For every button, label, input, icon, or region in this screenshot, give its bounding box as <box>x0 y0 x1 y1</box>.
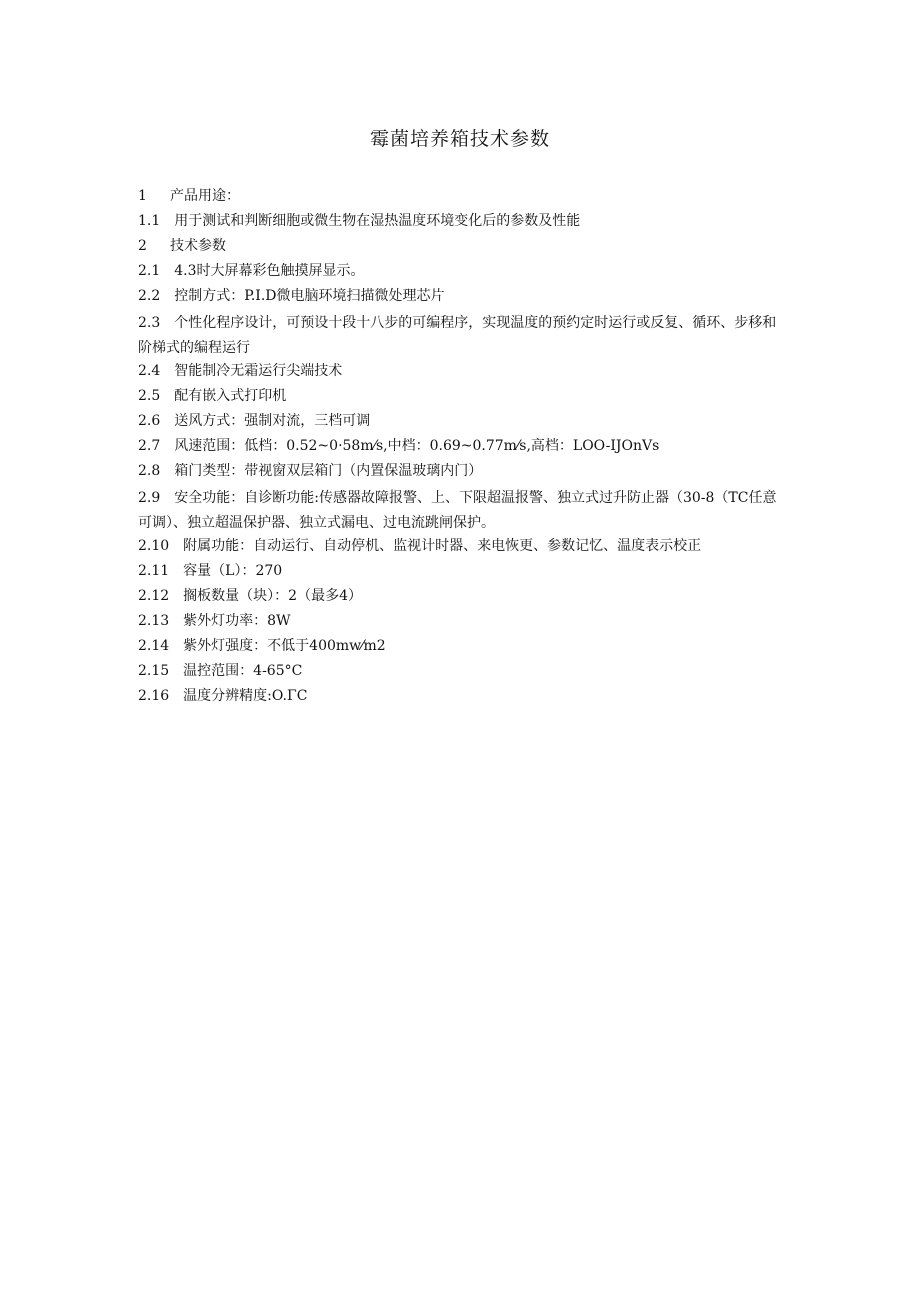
item-number: 2.2 <box>138 288 161 304</box>
item-number: 2.7 <box>138 438 161 454</box>
list-item <box>138 661 786 681</box>
item-text: 用于测试和判断细胞或微生物在湿热温度环境变化后的参数及性能 <box>174 213 581 229</box>
item-text: 技术参数 <box>170 238 226 254</box>
item-text: 温控范围：4-65°C <box>183 663 303 679</box>
item-text: 容量（L）：270 <box>183 563 283 579</box>
list-item <box>138 536 786 556</box>
list-item <box>138 361 786 381</box>
list-item <box>138 461 786 481</box>
item-number: 2.10 <box>138 538 170 554</box>
list-item <box>138 611 786 631</box>
list-item <box>138 386 786 406</box>
item-text: 风速范围：低档：0.52~0·58m⁄s,中档：0.69~0.77m⁄s,高档：LOO-IJOnVs <box>174 438 660 454</box>
item-number: 2.15 <box>138 663 170 679</box>
item-text: 送风方式：强制对流，三档可调 <box>174 413 371 429</box>
item-text: 搁板数量（块）：2（最多4） <box>183 588 362 604</box>
item-text: 个性化程序设计，可预设十段十八步的可编程序，实现温度的预约定时运行或反复、循环、步移和阶梯式的编程运行 <box>138 315 777 356</box>
item-number: 2.4 <box>138 363 161 379</box>
item-text: 4.3时大屏幕彩色触摸屏显示。 <box>174 263 365 279</box>
list-item <box>138 486 786 536</box>
item-number: 1 <box>138 188 147 204</box>
list-item <box>138 186 786 206</box>
list-item <box>138 261 786 281</box>
list-item <box>138 236 786 256</box>
spec-list <box>138 186 786 711</box>
item-number: 2.9 <box>138 490 161 506</box>
item-text: 安全功能：自诊断功能:传感器故障报警、上、下限超温报警、独立式过升防止器（30-8（TC任意可调）、独立超温保护器、独立式漏电、过电流跳闸保护。 <box>138 490 777 531</box>
item-text: 箱门类型：带视窗双层箱门（内置保温玻璃内门） <box>174 463 483 479</box>
item-number: 2.11 <box>138 563 170 579</box>
item-text: 紫外灯强度：不低于400mw⁄m2 <box>183 638 386 654</box>
list-item <box>138 211 786 231</box>
item-text: 产品用途： <box>170 188 240 204</box>
item-number: 1.1 <box>138 213 161 229</box>
list-item <box>138 686 786 706</box>
item-number: 2.14 <box>138 638 170 654</box>
list-item <box>138 311 786 361</box>
document-title: 霉菌培养箱技术参数 <box>369 128 550 150</box>
list-item <box>138 561 786 581</box>
list-item <box>138 586 786 606</box>
item-text: 紫外灯功率：8W <box>183 613 291 629</box>
item-text: 温度分辨精度:O.ΓC <box>183 688 308 704</box>
item-number: 2.5 <box>138 388 161 404</box>
item-text: 配有嵌入式打印机 <box>174 388 287 404</box>
item-number: 2.12 <box>138 588 170 604</box>
list-item <box>138 436 786 456</box>
item-number: 2.16 <box>138 688 170 704</box>
item-number: 2.8 <box>138 463 161 479</box>
list-item <box>138 411 786 431</box>
item-number: 2.3 <box>138 315 161 331</box>
item-number: 2.13 <box>138 613 170 629</box>
item-text: 附属功能：自动运行、自动停机、监视计时器、来电恢更、参数记忆、温度表示校正 <box>183 538 702 554</box>
item-number: 2.1 <box>138 263 161 279</box>
item-number: 2.6 <box>138 413 161 429</box>
item-number: 2 <box>138 238 147 254</box>
item-text: 智能制冷无霜运行尖端技术 <box>174 363 343 379</box>
item-text: 控制方式：P.I.D微电脑环境扫描微处理芯片 <box>174 288 445 304</box>
list-item <box>138 286 786 306</box>
list-item <box>138 636 786 656</box>
